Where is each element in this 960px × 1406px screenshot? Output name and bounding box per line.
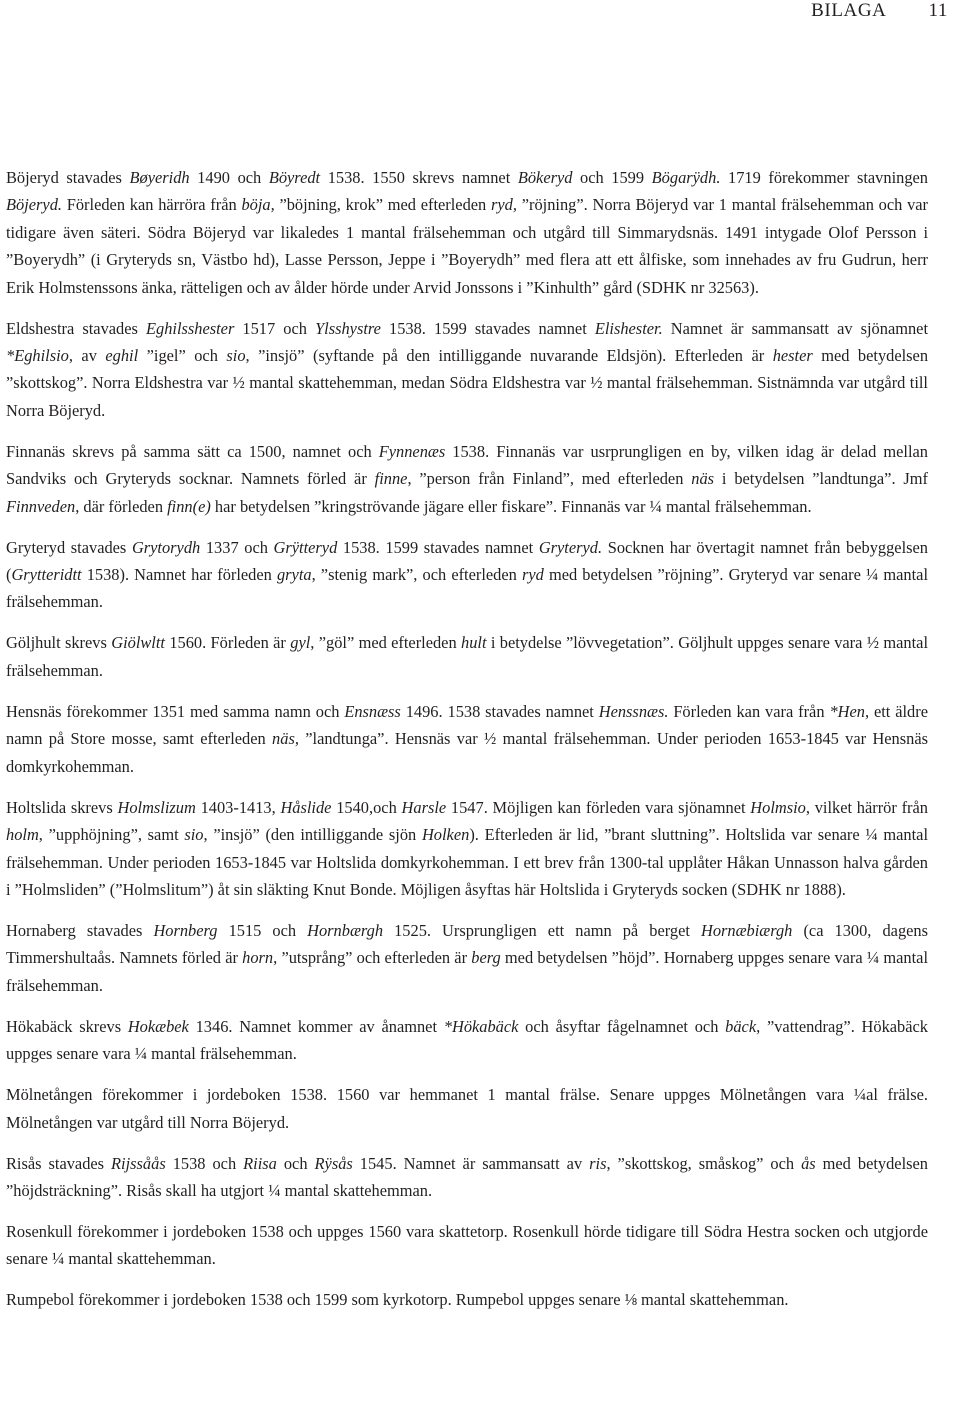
italic-term: Grÿtteryd xyxy=(273,537,338,557)
paragraph-goeljhult xyxy=(6,629,928,684)
italic-term: Elishester. xyxy=(594,318,663,338)
text-run: Rumpebol förekommer i jordeboken 1538 och 1599 som kyrkotorp. Rumpebol uppges senare ⅛ mantal skattehemman. xyxy=(6,1290,789,1310)
italic-term: ryd, xyxy=(491,195,517,215)
italic-term: näs xyxy=(691,469,715,489)
text-run: Holtslida skrevs xyxy=(6,797,118,817)
italic-term: *Hökabäck xyxy=(443,1016,519,1036)
paragraph-rumpebol xyxy=(6,1286,928,1313)
text-run: Böjeryd stavades xyxy=(6,168,130,187)
paragraph-risaas xyxy=(6,1150,928,1205)
text-run: Gryteryd stavades xyxy=(6,537,132,557)
text-run: , ”insjö” (den intilliggande sjön xyxy=(203,825,422,845)
text-run: i betydelsen ”landtunga”. Jmf xyxy=(714,469,929,489)
italic-term: Holmsio xyxy=(750,797,806,817)
text-run: Förleden kan vara från xyxy=(668,701,830,721)
italic-term: horn xyxy=(242,948,274,968)
italic-term: Riisa xyxy=(243,1153,277,1173)
italic-term: bäck xyxy=(725,1016,757,1036)
text-run: och xyxy=(276,1153,315,1173)
text-run: 1515 och xyxy=(217,920,308,940)
text-run: Finnanäs skrevs på samma sätt ca 1500, namnet och xyxy=(6,441,379,461)
text-run: 1517 och xyxy=(234,318,316,338)
italic-term: Giölwltt xyxy=(111,633,165,653)
italic-term: böja, xyxy=(241,195,275,215)
text-run: , ”vattendrag”. Hökabäck uppges senare vara ¼ mantal frälsehemman. xyxy=(6,1016,928,1064)
text-run: , ”insjö” (syftande på den intilliggande nuvarande Eldsjön). Efterleden är xyxy=(245,346,773,366)
text-run: , ”person från Finland”, med efterleden xyxy=(407,469,692,489)
text-run: Mölnetången förekommer i jordeboken 1538. 1560 var hemmanet 1 mantal frälse. Senare uppges Mölnetången vara ¼al frälse. Mölnetången var utgård till Norra Böjeryd. xyxy=(6,1085,928,1132)
paragraph-hensnaes xyxy=(6,698,928,780)
italic-term: eghil xyxy=(105,346,139,366)
italic-term: Hornbærgh xyxy=(307,920,384,940)
text-run: (ca 1300, dagens Timmershultaås. Namnets förled är xyxy=(6,920,928,968)
paragraph-gryteryd xyxy=(6,534,928,616)
text-run: , vilket härrör från xyxy=(805,797,928,817)
text-run: 1545. Namnet är sammansatt av xyxy=(352,1153,590,1173)
text-run: , ”landtunga”. Hensnäs var ½ mantal frälsehemman. Under perioden 1653-1845 var Hensnäs domkyrkohemman. xyxy=(6,729,928,776)
running-header xyxy=(811,0,960,22)
italic-term: Hokæbek xyxy=(127,1016,189,1036)
text-run: 1538). Namnet har förleden xyxy=(81,565,277,585)
italic-term: Rÿsås xyxy=(314,1153,353,1173)
italic-term: Fynnenæs xyxy=(378,441,446,461)
italic-term: ryd xyxy=(521,565,544,585)
paragraph-rosenkull xyxy=(6,1218,928,1273)
italic-term: finn(e) xyxy=(167,496,211,516)
text-run: med betydelsen ”skottskog”. Norra Eldshestra var ½ mantal skattehemman, medan Södra Eldshestra var ½ mantal frälsehemman. Sistnämnda var utgård till Norra Böjeryd. xyxy=(6,346,929,420)
italic-term: ås xyxy=(801,1153,816,1173)
text-run: Förleden kan härröra från xyxy=(61,195,242,215)
italic-term: Holken xyxy=(421,825,470,845)
italic-term: finne xyxy=(374,469,408,489)
italic-term: Gryteryd. xyxy=(538,537,603,557)
italic-term: Hornberg xyxy=(153,920,218,940)
italic-term: Grytteridtt xyxy=(11,565,82,585)
text-run: , ”stenig mark”, och efterleden xyxy=(311,565,522,585)
italic-term: Finnveden xyxy=(6,496,76,516)
text-run: Hökabäck skrevs xyxy=(6,1016,128,1036)
italic-term: holm xyxy=(6,825,39,845)
text-run: , ”utsprång” och efterleden är xyxy=(273,948,472,968)
italic-term: *Eghilsio xyxy=(6,346,69,366)
paragraph-boejeryd xyxy=(6,164,928,301)
text-run: Rosenkull förekommer i jordeboken 1538 och uppges 1560 vara skattetorp. Rosenkull hörde tidigare till Södra Hestra socken och utgjorde senare ¼ mantal skattehemman. xyxy=(6,1221,928,1269)
text-run: 1538. 1550 skrevs namnet xyxy=(320,168,518,187)
text-run: ”böjning, krok” med efterleden xyxy=(274,195,492,215)
section-title: BILAGA xyxy=(811,0,887,21)
text-run: Socknen har övertagit namnet från bebyggelsen ( xyxy=(6,537,928,585)
text-run: och åsyftar fågelnamnet och xyxy=(518,1016,726,1036)
italic-term: sio xyxy=(226,346,246,366)
italic-term: Bögarÿdh. xyxy=(651,168,721,187)
italic-term: Bøyeridh xyxy=(129,168,190,187)
text-run: 1538. Finnanäs var usrprungligen en by, vilken idag är delad mellan Sandviks och Gryteryds socknar. Namnets förled är xyxy=(6,441,928,489)
text-run: med betydelsen ”röjning”. Gryteryd var senare ¼ mantal frälsehemman. xyxy=(6,565,928,612)
italic-term: Bökeryd xyxy=(517,168,573,187)
italic-term: Grytorydh xyxy=(131,537,201,557)
paragraph-holtslida xyxy=(6,794,928,904)
text-run: i betydelse ”lövvegetation”. Göljhult uppges senare vara ½ mantal frälsehemman. xyxy=(6,633,929,680)
italic-term: gyl xyxy=(290,633,311,653)
italic-term: Ylsshystre xyxy=(315,318,381,338)
text-run: 1403-1413, xyxy=(195,797,281,817)
text-run: Göljhult skrevs xyxy=(6,633,112,653)
italic-term: Holmslizum xyxy=(117,797,196,817)
paragraph-hornaberg xyxy=(6,917,928,999)
text-run: Risås stavades xyxy=(6,1153,112,1173)
italic-term: Rijssåås xyxy=(111,1153,166,1173)
text-run: 1547. Möjligen kan förleden vara sjönamnet xyxy=(446,797,751,817)
italic-term: Hornæbiærgh xyxy=(701,920,793,940)
text-run: har betydelsen ”kringströvande jägare eller fiskare”. Finnanäs var ¼ mantal frälsehemman. xyxy=(210,496,812,516)
text-run: med betydelsen ”höjd”. Hornaberg uppges senare vara ¼ mantal frälsehemman. xyxy=(6,948,928,995)
text-run: 1337 och xyxy=(200,537,274,557)
italic-term: Böyredt xyxy=(268,168,321,187)
italic-term: Böjeryd. xyxy=(6,195,62,215)
italic-term: gryta xyxy=(276,565,312,585)
text-run: , där förleden xyxy=(75,496,168,516)
text-run: Eldshestra stavades xyxy=(6,318,146,338)
text-run: 1538. 1599 stavades namnet xyxy=(380,318,595,338)
text-run: 1490 och xyxy=(189,168,269,187)
paragraph-eldshestra xyxy=(6,315,928,425)
italic-term: *Hen xyxy=(829,701,865,721)
text-run: 1525. Ursprungligen ett namn på berget xyxy=(383,920,701,940)
text-run: 1719 förekommer stavningen xyxy=(720,168,928,187)
paragraph-moelnetaangen xyxy=(6,1081,928,1136)
text-run: Namnet är sammansatt av sjönamnet xyxy=(662,318,928,338)
body-text xyxy=(6,164,928,1327)
text-run: ). Efterleden är lid, ”brant sluttning”. Holtslida var senare ¼ mantal frälsehemman. Under perioden 1653-1845 var Holtslida domkyrkohemman. I ett brev från 1300-tal upplåter Håkan Unnasson halva gården i ”Holmsliden” (”Holmslitum”) åt sin släkting Knut Bonde. Möjligen åsyftas här Holtslida i Gryteryds socken (SDHK nr 1888). xyxy=(6,825,929,899)
italic-term: Eghilsshester xyxy=(146,318,235,338)
text-run: , av xyxy=(68,346,106,366)
paragraph-finnanaes xyxy=(6,438,928,520)
text-run: ”röjning”. Norra Böjeryd var 1 mantal frälsehemman och var tidigare även säteri. Södra Böjeryd var likaledes 1 mantal frälsehemman och utgård till Simmarydsnäs. 1491 intygade Olof Persson i ”Boyerydh” (i Gryteryds sn, Västbo hd), Lasse Persson, Jeppe i ”Boyerydh” med flera att ett ålfiske, som innehades av fru Gudrun, herr Erik Holmstenssons änka, rätteligen och av ålder hörde under Arvid Jonssons i ”Kinhulth” gård (SDHK nr 32563). xyxy=(6,195,929,297)
text-run: 1538. 1599 stavades namnet xyxy=(337,537,539,557)
italic-term: sio xyxy=(184,825,204,845)
italic-term: hester xyxy=(772,346,813,366)
italic-term: Håslide xyxy=(280,797,332,817)
italic-term: Harsle xyxy=(401,797,447,817)
text-run: 1540,och xyxy=(331,797,402,817)
text-run: 1346. Namnet kommer av ånamnet xyxy=(188,1016,444,1036)
italic-term: näs xyxy=(272,729,295,749)
italic-term: Henssnæs. xyxy=(598,701,669,721)
text-run: och 1599 xyxy=(572,168,652,187)
text-run: 1538 och xyxy=(165,1153,244,1173)
text-run: Hornaberg stavades xyxy=(6,920,154,940)
text-run: , ”göl” med efterleden xyxy=(310,633,462,653)
text-run: , ett äldre namn på Store mosse, samt efterleden xyxy=(6,701,928,749)
italic-term: ris xyxy=(589,1153,607,1173)
text-run: med betydelsen ”höjdsträckning”. Risås skall ha utgjort ¼ mantal skattehemman. xyxy=(6,1153,928,1200)
italic-term: hult xyxy=(461,633,487,653)
paragraph-hoekabaeck xyxy=(6,1013,928,1068)
text-run: Hensnäs förekommer 1351 med samma namn och xyxy=(6,701,345,721)
text-run: 1496. 1538 stavades namnet xyxy=(400,701,599,721)
italic-term: berg xyxy=(471,948,501,968)
text-run: , ”skottskog, småskog” och xyxy=(606,1153,802,1173)
text-run: ”igel” och xyxy=(138,346,227,366)
italic-term: Ensnæss xyxy=(344,701,401,721)
text-run: 1560. Förleden är xyxy=(164,633,291,653)
text-run: , ”upphöjning”, samt xyxy=(38,825,185,845)
page-number: 11 xyxy=(928,0,948,21)
